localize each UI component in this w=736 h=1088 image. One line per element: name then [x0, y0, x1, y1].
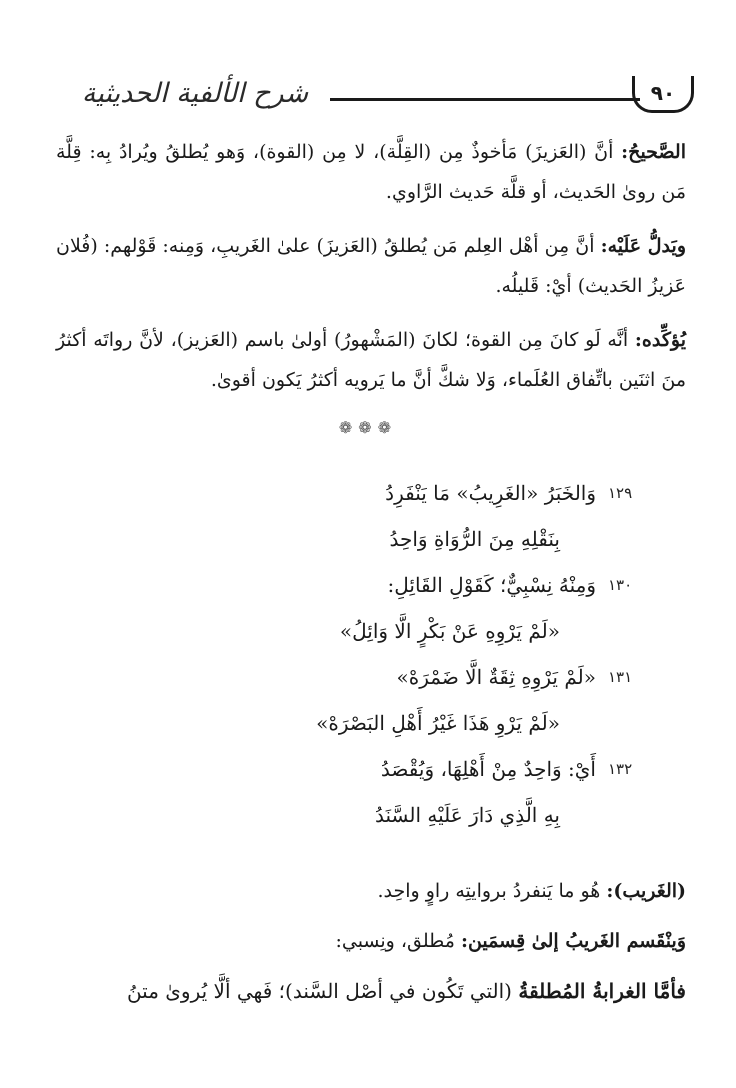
verse-line [130, 516, 600, 562]
paragraph-text: أنَّ (العَزيزَ) مَأخوذٌ مِن (القِلَّة)، لا مِن (القوة)، وَهو يُطلقُ ويُرادُ بِه: قِلَّة مَن روىٰ الحَديث، أو قلَّة حَديث الرَّاوي. [56, 141, 686, 203]
verse-block [130, 470, 633, 838]
verse-number: ١٢٩ [608, 484, 633, 502]
commentary-block [56, 866, 686, 1016]
paragraph-sahih [56, 132, 686, 212]
verse-first-hemistich: وَمِنْهُ نِسْبِيٌّ؛ كَقَوْلِ القَائِلِ: [387, 573, 596, 597]
section-ornament: ❁❁❁ [338, 418, 398, 437]
verse-first-hemistich: وَالخَبَرُ «الغَرِيبُ» مَا يَنْفَرِدُ [385, 481, 596, 505]
page-number: ٩٠ [632, 76, 694, 113]
verse-number: ١٣٠ [608, 576, 633, 594]
verse-second-hemistich: «لَمْ يَرْوِ هَذَا غَيْرُ أَهْلِ البَصْرَهْ» [316, 711, 560, 735]
verse-second-hemistich: بِهِ الَّذِي دَارَ عَلَيْهِ السَّنَدُ [375, 803, 560, 827]
paragraph-evidence [56, 226, 686, 306]
division-line [56, 916, 686, 966]
paragraph-term: الصَّحيحُ: [621, 141, 686, 163]
paragraph-term: يُؤكِّده: [634, 329, 686, 351]
header-rule [330, 98, 640, 101]
verse-second-hemistich: بِنَقْلِهِ مِنَ الرُّوَاةِ وَاحِدُ [389, 527, 560, 551]
absolute-line [56, 966, 686, 1016]
paragraph-text: أنَّه لَو كانَ مِن القوة؛ لكانَ (المَشْهورُ) أولىٰ باسم (العَزيز)، لأنَّ رواتَه أكثرُ منَ اثنَين باتِّفاق العُلَماء، وَلا شكَّ أنَّ ما يَرويه أكثرُ يَكون أقوىٰ. [56, 329, 686, 391]
verse-line [130, 700, 600, 746]
division-term: وَينْقَسم الغَريبُ إلىٰ قِسمَين: [460, 930, 686, 952]
verse-line [130, 608, 600, 654]
page-header [40, 76, 680, 126]
paragraph-confirmation [56, 320, 686, 400]
verse-line [130, 792, 600, 838]
absolute-text: (التي تَكُون في أصْل السَّند)؛ فَهي ألَّا يُروىٰ متنُ [126, 979, 519, 1003]
verse-line [130, 470, 633, 516]
absolute-term: فأمَّا الغرابةُ المُطلقةُ [518, 979, 686, 1003]
verse-second-hemistich: «لَمْ يَرْوِهِ عَنْ بَكْرٍ الَّا وَائِلُ» [339, 619, 560, 643]
verse-number: ١٣١ [608, 668, 633, 686]
division-text: مُطلق، ونِسبي: [335, 930, 461, 952]
verse-number: ١٣٢ [608, 760, 633, 778]
paragraph-text: أنَّ مِن أهْل العِلم مَن يُطلقُ (العَزيزَ) علىٰ الغَريبِ، وَمِنه: قَوْلهم: (فُلان عَزيزُ الحَديث) أيْ: قَليلُه. [56, 235, 686, 297]
verse-line [130, 654, 633, 700]
paragraph-term: ويَدلُّ عَلَيْه: [600, 235, 686, 257]
verse-line [130, 746, 633, 792]
definition-text: هُو ما يَنفردُ بروايتِه راوٍ واحِد. [377, 880, 607, 902]
definition-term: (الغَريب): [606, 880, 686, 902]
verse-line [130, 562, 633, 608]
verse-first-hemistich: «لَمْ يَرْوِهِ ثِقَةٌ الَّا ضَمْرَهْ» [396, 665, 596, 689]
definition-line [56, 866, 686, 916]
running-title: شرح الألفية الحديثية [81, 78, 309, 109]
verse-first-hemistich: أَيْ: وَاحِدٌ مِنْ أَهْلِهَا، وَيُقْصَدُ [380, 757, 596, 781]
